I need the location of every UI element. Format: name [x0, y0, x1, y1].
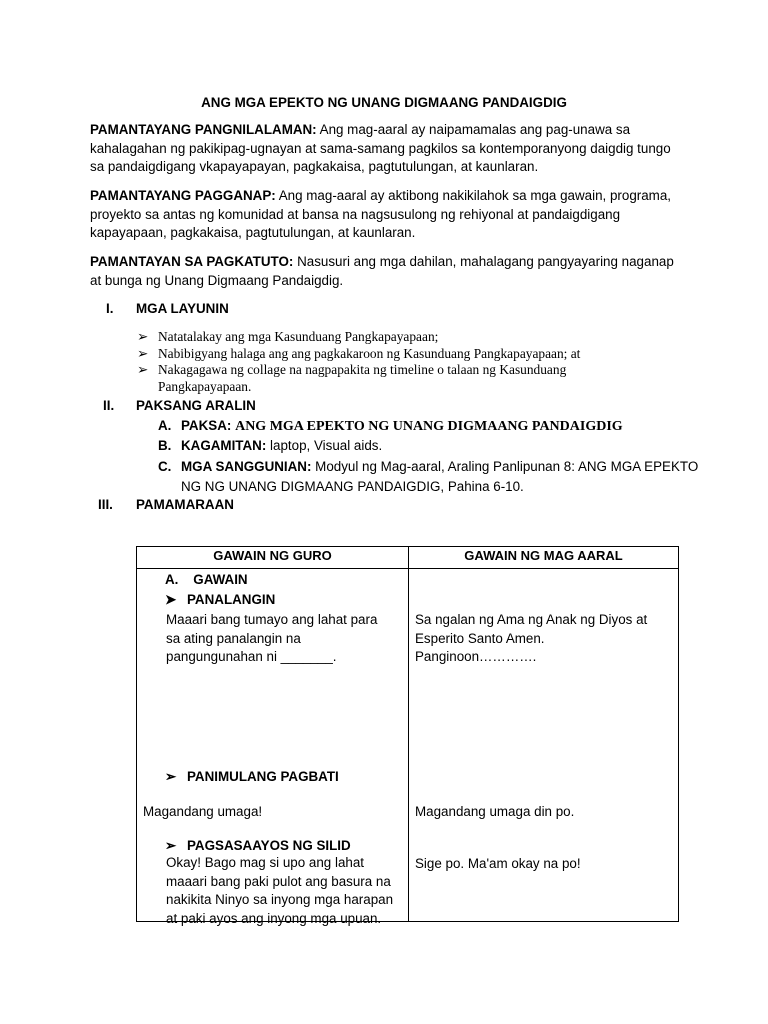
- gawain-label: GAWAIN: [193, 572, 248, 587]
- section-label: MGA LAYUNIN: [136, 301, 229, 316]
- standard-learning-text: Nasusuri ang mga dahilan, mahalagang pangyayaring naganap at bunga ng Unang Digmaang Pandaigdig.: [90, 254, 674, 288]
- subject-topic-label: PAKSA:: [181, 418, 232, 433]
- standard-content-text: Ang mag-aaral ay naipamamalas ang pag-unawa sa kahalagahan ng pakikipag-ugnayan at sama-samang pagkilos sa kontemporanyong daigdig tungo sa pandaigdigang vkapayapayan, pagkakaisa, pagtutulungan, at kaunlaran.: [90, 122, 671, 174]
- standard-performance-label: PAMANTAYANG PAGGANAP:: [90, 188, 276, 203]
- silid-label: PAGSASAAYOS NG SILID: [187, 838, 351, 853]
- arrow-bullet-icon: ➢: [137, 346, 149, 361]
- objective-text: Natatalakay ang mga Kasunduang Pangkapayapaan;: [158, 329, 439, 344]
- gawain-letter: A.: [165, 572, 179, 587]
- procedure-table: [136, 546, 679, 926]
- section-number: I.: [106, 301, 114, 316]
- teacher-cell: [137, 569, 409, 926]
- subject-letter: A.: [158, 418, 172, 433]
- subject-references-label: MGA SANGGUNIAN:: [181, 459, 312, 474]
- pagbati-label: PANIMULANG PAGBATI: [187, 769, 339, 784]
- chevron-right-icon: ➤: [165, 592, 177, 607]
- panalangin-teacher-text: Maaari bang tumayo ang lahat para sa ating panalangin na pangungunahan ni _______.: [166, 612, 378, 664]
- table-row: [137, 569, 679, 922]
- student-cell: [409, 569, 679, 922]
- panalangin-heading: [165, 591, 275, 610]
- section-label: PAKSANG ARALIN: [136, 398, 256, 413]
- standard-learning: [90, 253, 688, 290]
- standard-content-label: PAMANTAYANG PANGNILALAMAN:: [90, 122, 317, 137]
- silid-teacher-text: Okay! Bago mag si upo ang lahat maaari bang paki pulot ang basura na nakikita Ninyo sa inyong mga harapan at paki ayos ang inyong mga upuan.: [166, 855, 394, 926]
- subject-materials-label: KAGAMITAN:: [181, 438, 267, 453]
- pagbati-student-text: Magandang umaga din po.: [415, 804, 575, 819]
- standard-performance-text: Ang mag-aaral ay aktibong nakikilahok sa mga gawain, programa, proyekto sa antas ng komunidad at bansa na nagsusulong ng rehiyonal at pandaigdigang kapayapaan, pagkakaisa, pagtutulungan, at kaunlaran.: [90, 188, 671, 240]
- pagbati-heading: [165, 768, 339, 787]
- silid-heading: [165, 837, 351, 856]
- objective-text: Nabibigyang halaga ang ang pagkakaroon ng Kasunduang Pangkapayapaan; at: [158, 346, 581, 361]
- section-number: III.: [98, 497, 113, 512]
- panalangin-student-text: Sa ngalan ng Ama ng Anak ng Diyos at Esperito Santo Amen. Panginoon………….: [415, 612, 648, 664]
- standard-performance: [90, 187, 688, 243]
- section-number: II.: [103, 398, 115, 413]
- header-teacher-activity: GAWAIN NG GURO: [137, 547, 409, 569]
- arrow-bullet-icon: ➢: [165, 838, 177, 853]
- subject-topic-value: ANG MGA EPEKTO NG UNANG DIGMAANG PANDAIGDIG: [235, 419, 623, 434]
- standard-learning-label: PAMANTAYAN SA PAGKATUTO:: [90, 254, 294, 269]
- silid-student-text: Sige po. Ma'am okay na po!: [415, 856, 581, 871]
- subject-letter: C.: [158, 459, 172, 474]
- standard-content: [90, 121, 688, 177]
- subject-references-value: Modyul ng Mag-aaral, Araling Panlipunan 8: ANG MGA EPEKTO NG NG UNANG DIGMAANG PANDAIGDIG, Pahina 6-10.: [181, 459, 699, 494]
- objective-text: Nakagagawa ng collage na nagpapakita ng timeline o talaan ng Kasunduang Pangkapayapaan.: [158, 362, 567, 394]
- subject-letter: B.: [158, 438, 172, 453]
- section-label: PAMAMARAAN: [136, 497, 234, 512]
- subject-materials-value: laptop, Visual aids.: [270, 438, 383, 453]
- header-student-activity: GAWAIN NG MAG AARAL: [409, 547, 679, 569]
- document-title: ANG MGA EPEKTO NG UNANG DIGMAANG PANDAIGDIG: [201, 95, 567, 110]
- arrow-bullet-icon: ➢: [137, 362, 149, 377]
- table-header-row: [137, 547, 679, 569]
- arrow-bullet-icon: ➢: [137, 329, 149, 344]
- gawain-heading: [165, 571, 248, 590]
- pagbati-teacher-text: Magandang umaga!: [143, 804, 263, 819]
- arrow-bullet-icon: ➢: [165, 769, 177, 784]
- panalangin-label: PANALANGIN: [187, 592, 276, 607]
